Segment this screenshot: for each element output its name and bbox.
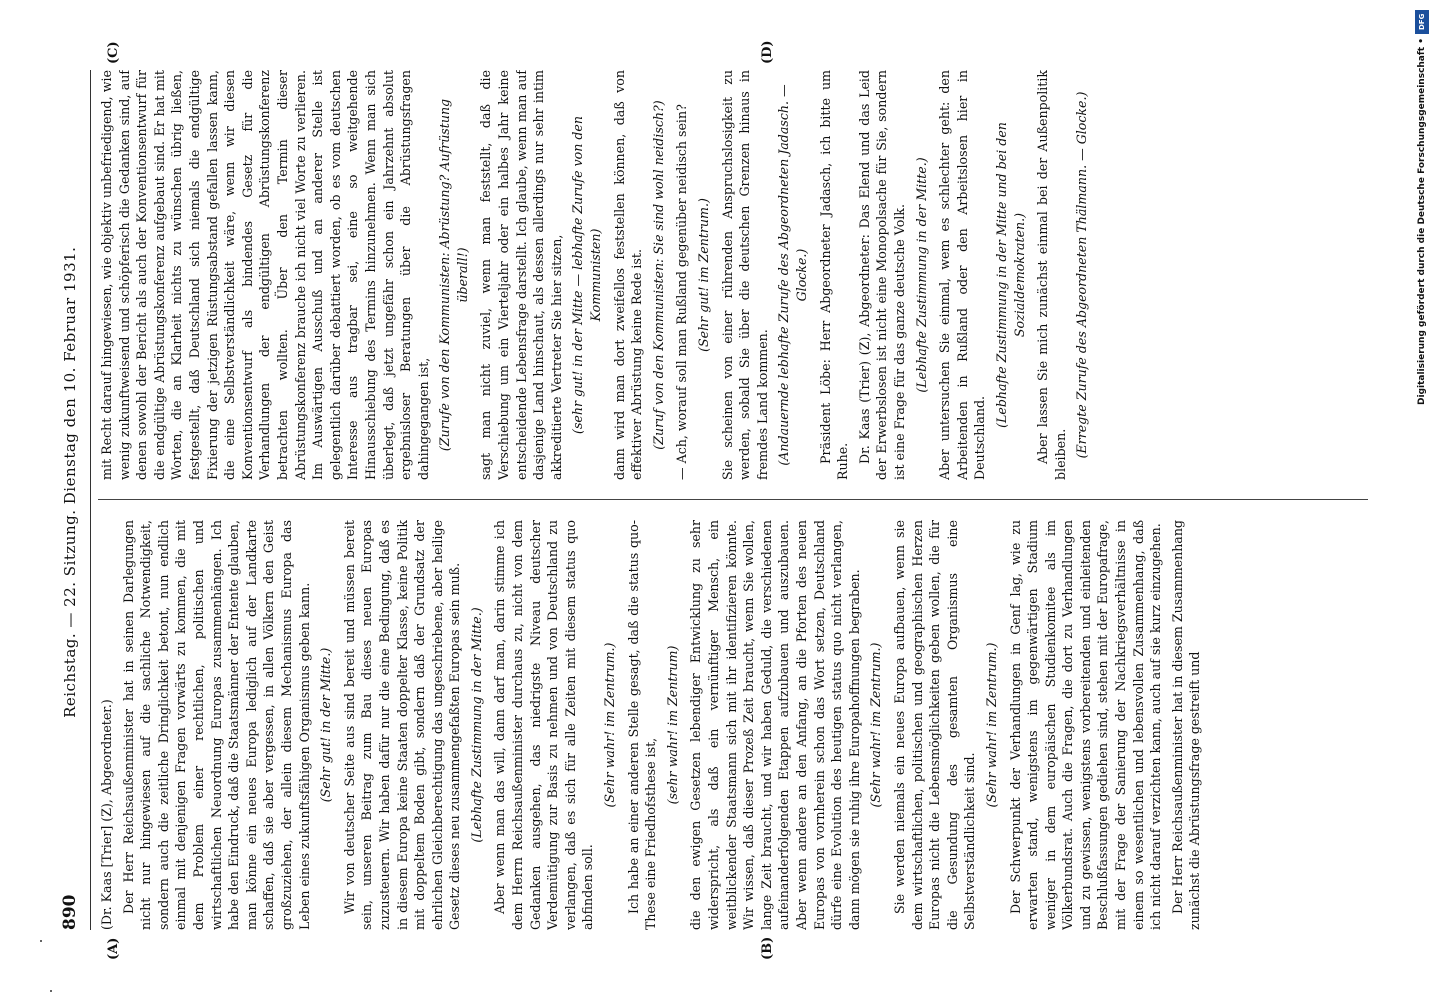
paragraph: Aber untersuchen Sie einmal, wem es schlechter geht: den Arbeitenden in Rußland oder den Arbeitslosen hier in Deutschland. <box>937 70 988 480</box>
rotated-content <box>50 40 1380 960</box>
column-divider <box>98 499 1368 500</box>
interjection: (Erregte Zurufe des Abgeordneten Thälmann. — Glocke.) <box>1074 91 1090 459</box>
text-column-left <box>98 520 1368 930</box>
marker-c: (C) <box>106 41 121 64</box>
scan-speck <box>50 990 52 992</box>
interjection: (Sehr wahr! im Zentrum.) <box>602 642 618 808</box>
interjection: (sehr gut! in der Mitte — lebhafte Zurufe von den Kommunisten) <box>570 116 604 434</box>
interjection: (Lebhafte Zustimmung in der Mitte und bei den Sozialdemokraten.) <box>993 122 1027 428</box>
marker-a: (A) <box>106 937 121 960</box>
marker-d: (D) <box>760 40 775 64</box>
paragraph: — Ach, worauf soll man Rußland gegenüber neidisch sein? <box>674 104 690 480</box>
running-title: Reichstag. — 22. Sitzung. Dienstag den 10. Februar 1931. <box>61 246 79 718</box>
dfg-logo: DFG <box>1415 10 1429 34</box>
page-header <box>50 70 91 930</box>
paragraph: Der Herr Reichsaußenminister hat in diesem Zusammenhang zunächst die Abrüstungsfrage gestreift und <box>1169 520 1203 930</box>
digitization-note: Digitalisierung gefördert durch die Deutsche Forschungsgemeinschaft • <box>1417 38 1427 405</box>
page-number: 890 <box>60 894 80 930</box>
interjection: (Sehr wahr! im Zentrum.) <box>983 642 999 808</box>
paragraph: Sie scheinen von einer rührenden Anspruchslosigkeit zu werden, sobald Sie über die deutschen Grenzen hinaus in fremdes Land kommen. <box>719 70 770 480</box>
paragraph: Der Schwerpunkt der Verhandlungen in Genf lag, wie zu erwarten stand, wenigstens im gegenwärtigen Stadium weniger in dem europäischen Studienkomitee als im Völkerbundsrat. Auch die Fragen, die dort zu Verhandlungen und zu gewissen, wenigstens vorbereitenden und einleitenden Beschlußfassungen gediehen sind, stehen mit der Europafrage, mit der Frage der Sanierung der Nachkriegsverhältnisse in einem so wesentlichen und lebensvollen Zusammenhang, daß ich nicht darauf verzichten kann, auch auf sie kurz einzugehen. <box>1007 520 1164 930</box>
paragraph: dann wird man dort zweifellos feststellen können, daß von effektiver Abrüstung keine Rede ist. <box>611 70 645 480</box>
interjection: (Lebhafte Zustimmung in der Mitte.) <box>468 607 484 843</box>
text-column-right <box>98 70 1368 480</box>
interjection: (Sehr wahr! im Zentrum.) <box>868 642 884 808</box>
paragraph: Präsident Löbe: Herr Abgeordneter Jadasch, ich bitte um Ruhe. <box>817 70 851 480</box>
interjection: (Lebhafte Zustimmung in der Mitte.) <box>913 157 929 393</box>
paragraph: (Dr. Kaas [Trier] (Z), Abgeordneter.) <box>99 699 114 930</box>
interjection: (Andauernde lebhafte Zurufe des Abgeordneten Jadasch. — Glocke.) <box>776 84 809 466</box>
digitization-stamp <box>1414 10 1430 990</box>
marker-b: (B) <box>760 936 775 960</box>
paragraph: Der Herr Reichsaußenminister hat in seinen Darlegungen nicht nur hingewiesen auf die sachliche Notwendigkeit, sondern auch die zeitliche Dringlichkeit betont, nun endlich einmal mit denjenigen Fragen vorwärts zu kommen, die mit dem Problem einer rechtlichen, politischen und wirtschaftlichen Neuordnung Europas zusammenhängen. Ich habe den Eindruck, daß die Staatsmänner der Entente glauben, man könne ein neues Europa lediglich auf der Landkarte schaffen, daß sie aber vergessen, in allen Völkern den Geist großzuziehen, der allein diesem Mechanismus Europa das Leben eines zukunftsfähigen Organismus geben kann. <box>120 520 312 930</box>
scan-speck <box>40 940 42 942</box>
paragraph: Wir von deutscher Seite aus sind bereit und müssen bereit sein, unseren Beitrag zum Bau dieses neuen Europas zuzusteuern. Wir haben dafür nur die eine Bedingung, daß es in diesem Europa keine Staaten doppelter Klasse, keine Politik mit doppeltem Boden gibt, sondern daß der Grundsatz der ehrlichen Gleichberechtigung das ungeschriebene, aber heilige Gesetz dieses neu zusammengefaßten Europas sein muß. <box>341 520 463 930</box>
paragraph: Aber wenn man das will, dann darf man, darin stimme ich dem Herrn Reichsaußenminister durchaus zu, nicht von dem Gedanken ausgehen, das niedrigste Niveau deutscher Verdemütigung zur Basis zu nehmen und von Deutschland zu verlangen, daß es sich für alle Zeiten mit diesem status quo abfinden soll. <box>492 520 596 930</box>
paragraph: Ich habe an einer anderen Stelle gesagt, daß die status quo-These eine Friedhofsthese ist, <box>625 520 659 930</box>
paragraph: die den ewigen Gesetzen lebendiger Entwicklung zu sehr widerspricht, als daß ein vernünftiger Mensch, ein weitblickender Staatsmann sich mit ihr identifizieren könnte. Wir wissen, daß dieser Prozeß Zeit braucht, wenn Sie wollen, lange Zeit braucht, und wir haben Geduld, die verschiedenen aufeinanderfolgenden Etappen aufzubauen und auszubauen. Aber wenn andere an den Anfang, an die Pforten des neuen Europas von vornherein schon das Wort setzen, Deutschland dürfe eine Evolution des heutigen status quo nicht verlangen, dann mögen sie ruhig ihre Europahoffnungen begraben. <box>688 520 862 930</box>
interjection: (Sehr gut! in der Mitte.) <box>318 647 334 803</box>
interjection: (Zuruf von den Kommunisten: Sie sind wohl neidisch?) <box>650 100 666 450</box>
interjection: (sehr wahr! im Zentrum) <box>664 645 680 805</box>
paragraph: Sie werden niemals ein neues Europa aufbauen, wenn sie dem wirtschaftlichen, politischen und geographischen Herzen Europas nicht die Lebensmöglichkeiten geben wollen, die für die Gesundung des gesamten Organismus eine Selbstverständlichkeit sind. <box>891 520 978 930</box>
paragraph: Dr. Kaas (Trier) (Z), Abgeordneter: Das Elend und das Leid der Erwerbslosen ist nicht eine Monopolsache für Sie, sondern ist eine Frage für das ganze deutsche Volk. <box>856 70 907 480</box>
interjection: (Zurufe von den Kommunisten: Abrüstung? Aufrüstung überall!) <box>437 98 470 452</box>
paragraph: Aber lassen Sie mich zunächst einmal bei der Außenpolitik bleiben. <box>1035 70 1068 480</box>
paragraph: mit Recht darauf hingewiesen, wie objektiv unbefriedigend, wie wenig zukunftweisend und schöpferisch die Gedanken sind, auf denen sowohl der Bericht als auch der Konventionsentwurf für die endgültige Abrüstungskonferenz aufgebaut sind. Er hat mit Worten, die an Klarheit nichts zu wünschen übrig ließen, festgestellt, daß Deutschland sich niemals die endgültige Fixierung der jetzigen Rüstungsabstand gefallen lassen kann, die eine Selbstverständlichkeit wäre, wenn wir diesen Konventionsentwurf als bindendes Gesetz für die Verhandlungen der endgültigen Abrüstungskonferenz betrachten wollten. Über den Termin dieser Abrüstungskonferenz brauche ich nicht viel Worte zu verlieren. Im Auswärtigen Ausschuß und an anderer Stelle ist gelegentlich darüber debattiert worden, ob es vom deutschen Interesse aus tragbar sei, eine so weitgehende Hinausschiebung des Termins hinzunehmen. Wenn man sich überlegt, daß jetzt ungefähr schon ein Jahrzehnt absolut ergebnisloser Beratungen über die Abrüstungsfragen dahingegangen ist, <box>99 70 431 480</box>
interjection: (Sehr gut! im Zentrum.) <box>696 198 711 352</box>
paragraph: sagt man nicht zuviel, wenn man feststellt, daß die Verschiebung um ein Vierteljahr oder ein halbes Jahr keine entscheidende Lebensfrage darstellt. Ich glaube, wenn man auf dasjenige Land hinschaut, als dessen allerdings nur sehr intim akkreditierte Vertreter Sie hier sitzen, <box>478 70 564 480</box>
